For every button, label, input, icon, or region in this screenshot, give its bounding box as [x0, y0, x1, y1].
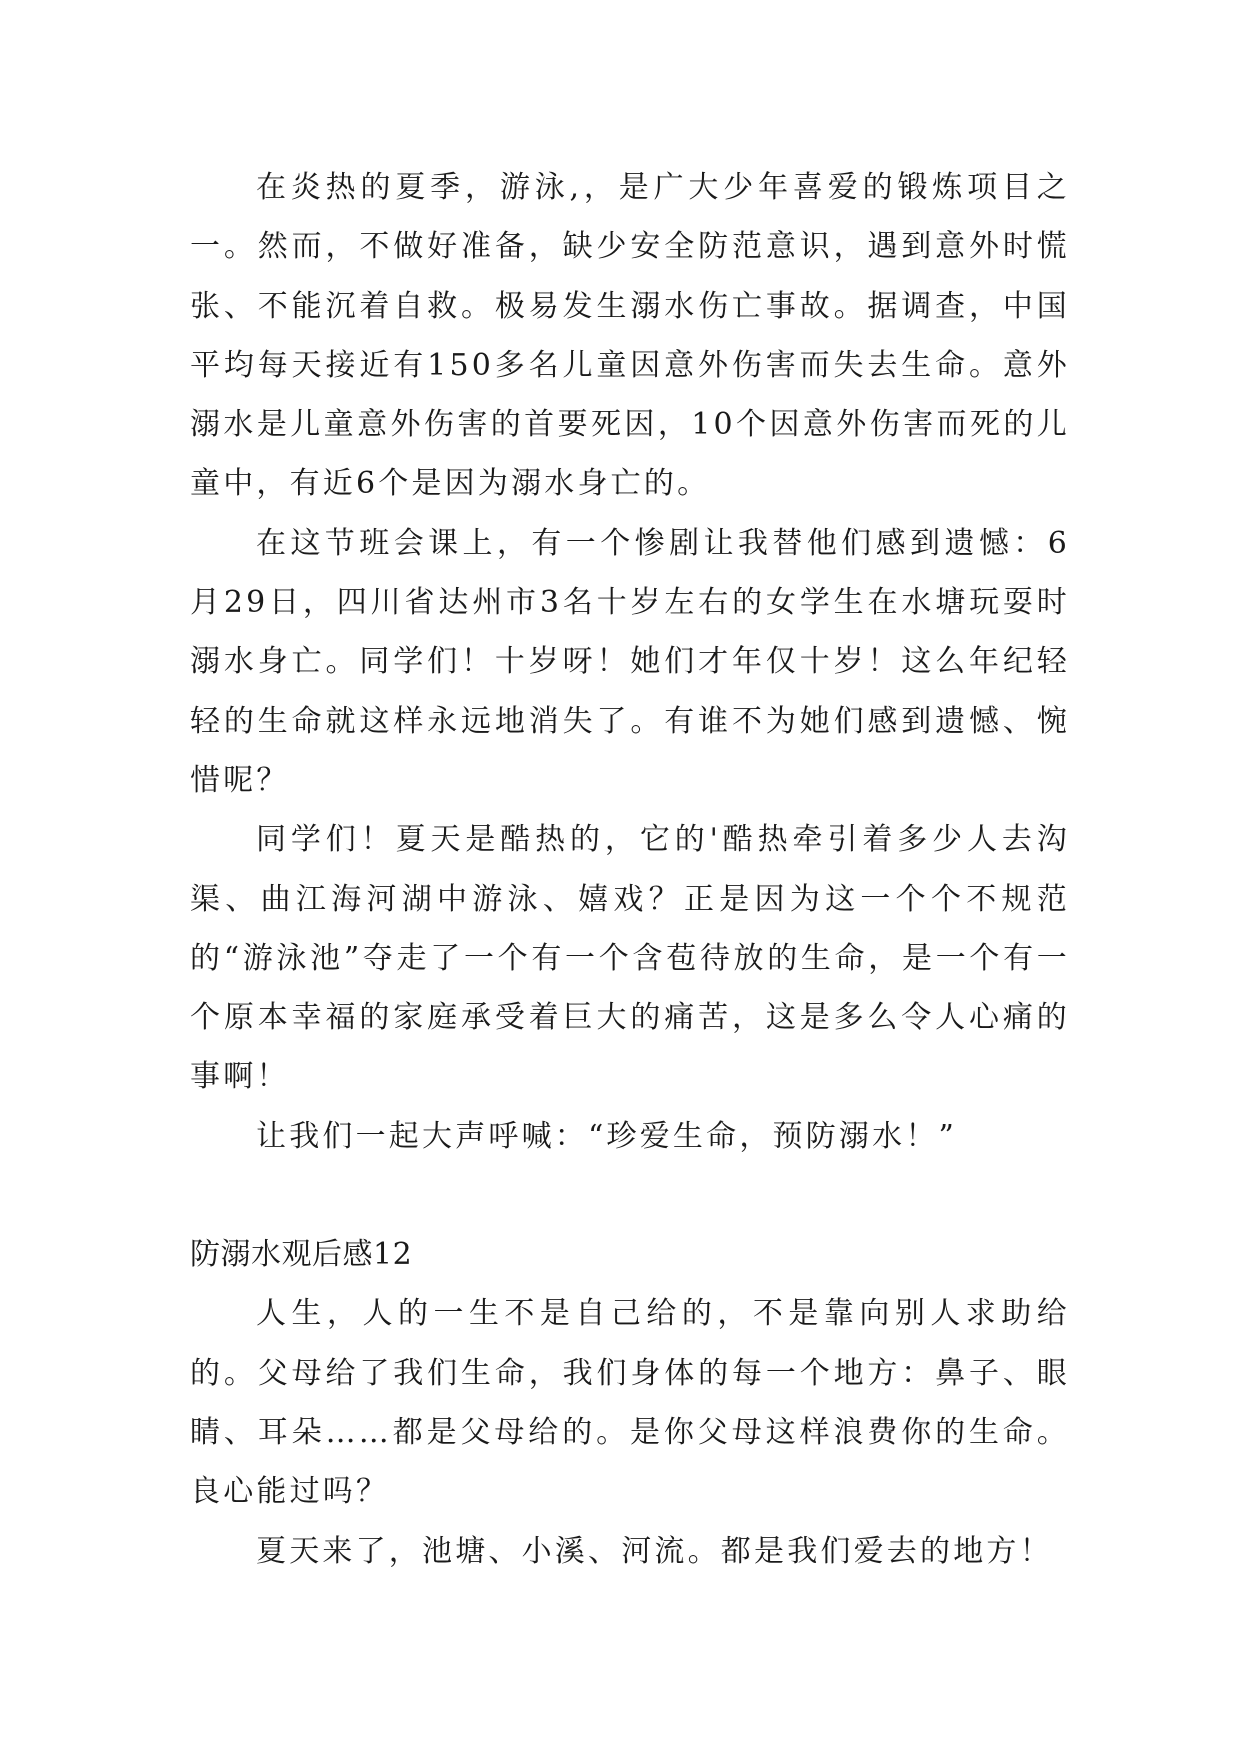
paragraph: 同学们！夏天是酷热的，它的'酷热牵引着多少人去沟渠、曲江海河湖中游泳、嬉戏？正是因为这一个个不规范的“游泳池”夺走了一个有一个含苞待放的生命，是一个有一个原本幸福的家庭承受着巨大的痛苦，这是多么令人心痛的事啊！ [190, 822, 1070, 1095]
section-heading: 防溺水观后感12 [190, 1237, 413, 1273]
document-body [190, 158, 1070, 1581]
paragraph: 让我们一起大声呼喊：“珍爱生命，预防溺水！” [256, 1118, 958, 1154]
paragraph: 在炎热的夏季，游泳,，是广大少年喜爱的锻炼项目之一。然而，不做好准备，缺少安全防范意识，遇到意外时慌张、不能沉着自救。极易发生溺水伤亡事故。据调查，中国平均每天接近有150多名儿童因意外伤害而失去生命。意外溺水是儿童意外伤害的首要死因，10个因意外伤害而死的儿童中，有近6个是因为溺水身亡的。 [190, 170, 1070, 502]
paragraph: 人生，人的一生不是自己给的，不是靠向别人求助给的。父母给了我们生命，我们身体的每一个地方：鼻子、眼睛、耳朵……都是父母给的。是你父母这样浪费你的生命。良心能过吗？ [190, 1296, 1070, 1510]
paragraph: 夏天来了，池塘、小溪、河流。都是我们爱去的地方！ [256, 1533, 1053, 1569]
paragraph: 在这节班会课上，有一个惨剧让我替他们感到遗憾：6月29日，四川省达州市3名十岁左右的女学生在水塘玩耍时溺水身亡。同学们！十岁呀！她们才年仅十岁！这么年纪轻轻的生命就这样永远地消失了。有谁不为她们感到遗憾、惋惜呢？ [190, 525, 1070, 798]
